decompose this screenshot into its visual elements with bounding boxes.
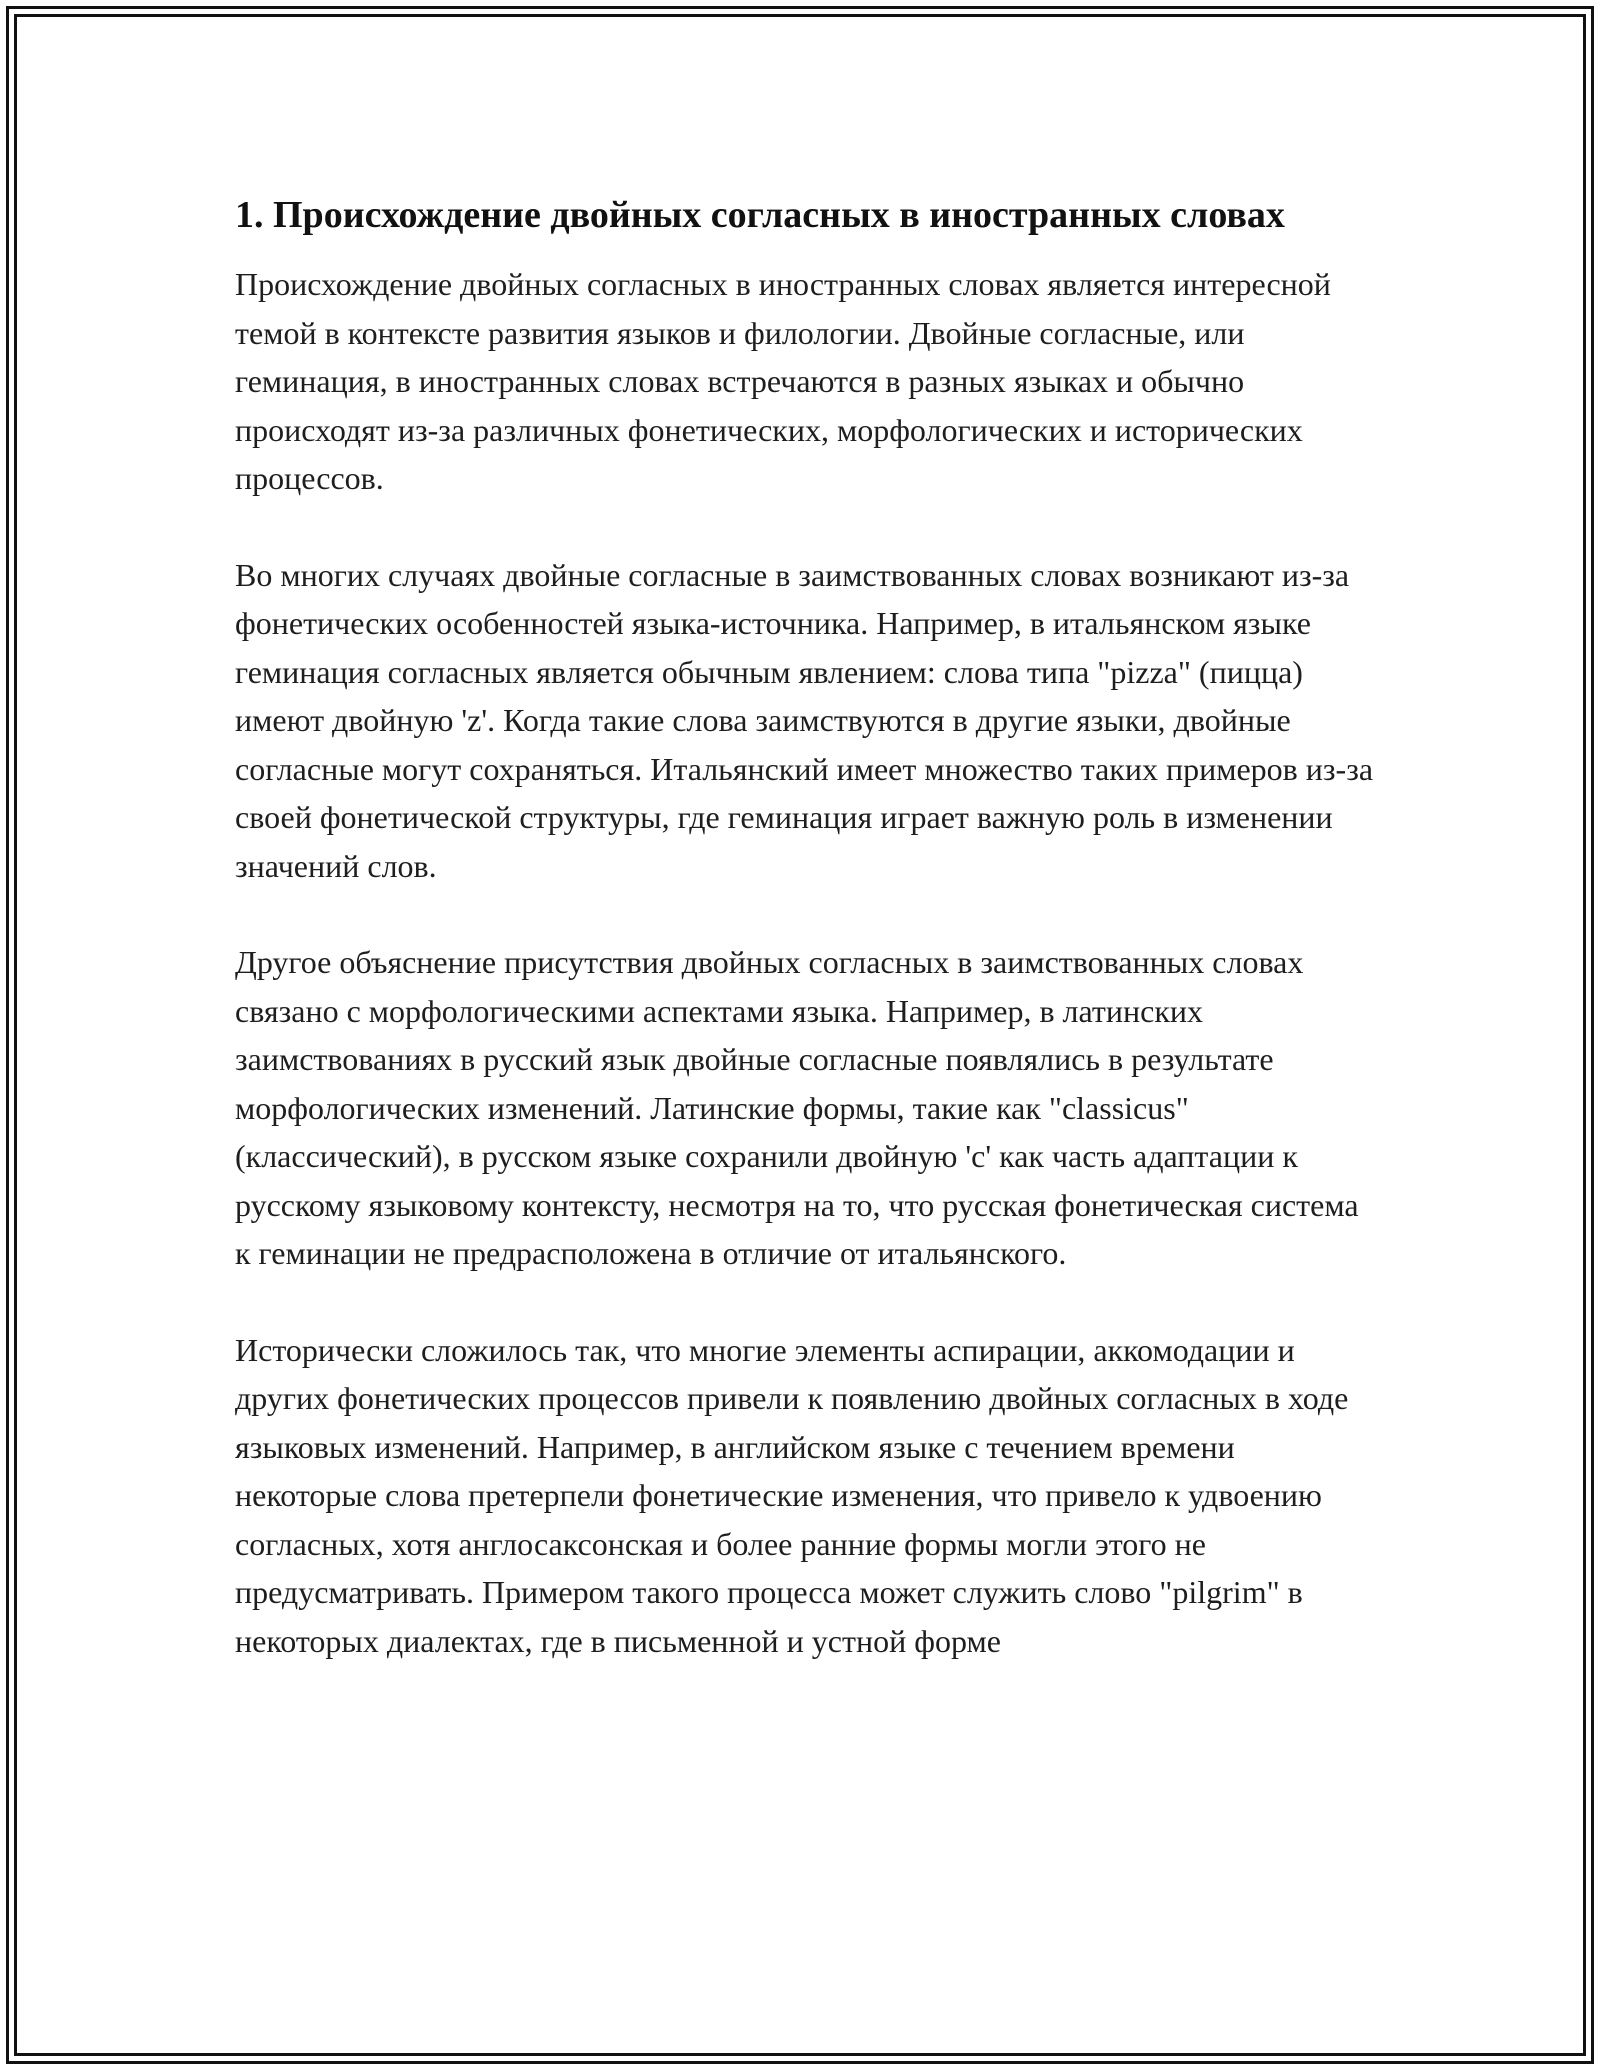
paragraph-historical-processes: Исторически сложилось так, что многие элементы аспирации, аккомодации и других фонетических процессов привели к появлению двойных согласных в ходе языковых изменений. Например, в английском языке с течением времени некоторые слова претерпели фонетические изменения, что привело к удвоению согласных, хотя англосаксонская и более ранние формы могли этого не предусматривать. Примером такого процесса может служить слово "pilgrim" в некоторых диалектах, где в письменной и устной форме	[235, 1331, 1349, 1659]
paragraph-phonetic-source: Во многих случаях двойные согласные в заимствованных словах возникают из-за фонетических особенностей языка-источника. Например, в итальянском языке геминация согласных является обычным явлением: слова типа "pizza" (пицца) имеют двойную 'z'. Когда такие слова заимствуются в другие языки, двойные согласные могут сохраняться. Итальянский имеет множество таких примеров из-за своей фонетической структуры, где геминация играет важную роль в изменении значений слов.	[235, 556, 1374, 884]
paragraph-morphological-aspects: Другое объяснение присутствия двойных согласных в заимствованных словах связано с морфологическими аспектами языка. Например, в латинских заимствованиях в русский язык двойные согласные появлялись в результате морфологических изменений. Латинские формы, такие как "classicus" (классический), в русском языке сохранили двойную 'c' как часть адаптации к русскому языковому контексту, несмотря на то, что русская фонетическая система к геминации не предрасположена в отличие от итальянского.	[235, 944, 1359, 1271]
paragraph-origin-intro: Происхождение двойных согласных в иностранных словах является интересной темой в контексте развития языков и филологии. Двойные согласные, или геминация, в иностранных словах встречаются в разных языках и обычно происходят из-за различных фонетических, морфологических и исторических процессов.	[235, 266, 1331, 496]
section-heading: 1. Происхождение двойных согласных в иностранных словах	[235, 194, 1285, 236]
document-body	[235, 188, 1375, 1713]
